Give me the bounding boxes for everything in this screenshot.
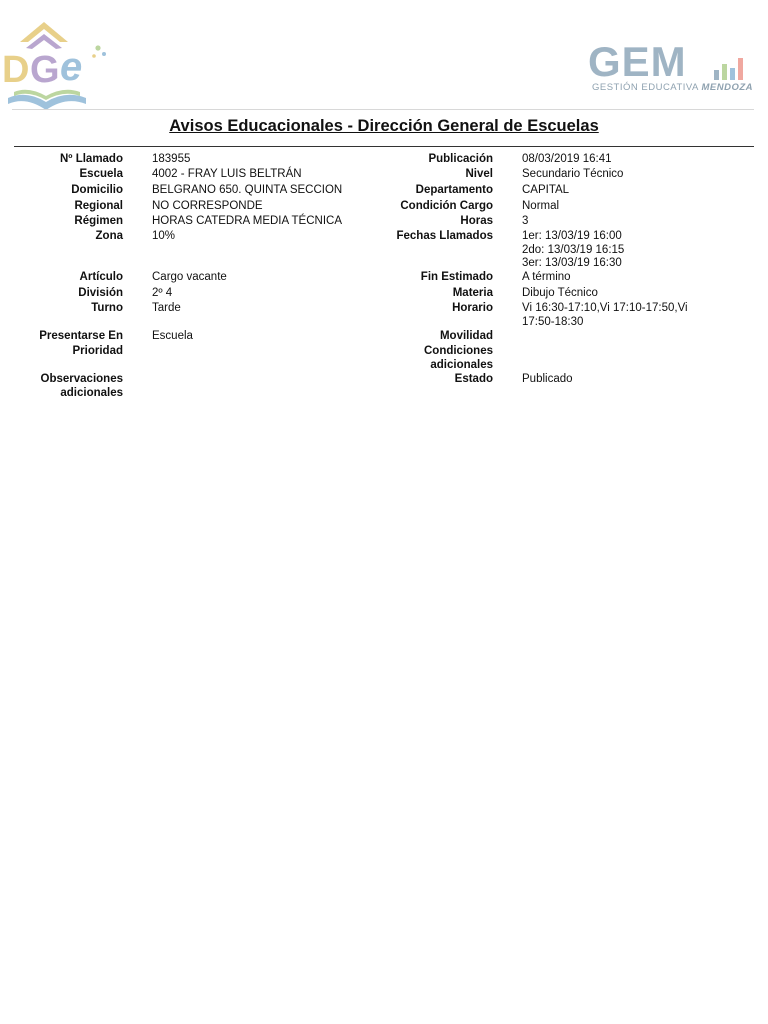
value-condicion-cargo: Normal (522, 200, 560, 212)
value-domicilio: BELGRANO 650. QUINTA SECCION (152, 184, 343, 196)
label-materia: Materia (452, 287, 493, 299)
value-nro-llamado: 183955 (152, 153, 191, 165)
label-fechas-llamados: Fechas Llamados (396, 230, 493, 242)
gem-wordmark: GEM (588, 38, 687, 85)
label-horario: Horario (452, 302, 493, 314)
label-horas: Horas (460, 215, 493, 227)
page-header (0, 0, 768, 112)
gem-logo (586, 38, 754, 98)
label-departamento: Departamento (415, 184, 493, 196)
label-prioridad: Prioridad (72, 345, 123, 357)
label-articulo: Artículo (79, 271, 123, 283)
header-divider (12, 109, 754, 110)
label-movilidad: Movilidad (439, 330, 493, 342)
label-regional: Regional (74, 200, 123, 212)
label-publicacion: Publicación (428, 153, 493, 165)
label-turno: Turno (91, 302, 123, 314)
title-divider (14, 146, 754, 147)
value-horario: Vi 16:30-17:10,Vi 17:10-17:50,Vi 17:50-18:30 (522, 302, 688, 328)
label-regimen: Régimen (74, 215, 123, 227)
dge-logo (2, 18, 112, 114)
value-materia: Dibujo Técnico (522, 287, 598, 299)
value-nivel: Secundario Técnico (522, 168, 624, 180)
value-regional: NO CORRESPONDE (152, 200, 263, 212)
label-division: División (78, 287, 123, 299)
label-domicilio: Domicilio (71, 184, 123, 196)
value-horas: 3 (522, 215, 529, 227)
dge-letter-e: e (60, 45, 83, 89)
label-presentarse-en: Presentarse En (39, 330, 123, 342)
label-condiciones-adicionales: Condiciones adicionales (423, 345, 493, 371)
value-turno: Tarde (152, 302, 181, 314)
label-zona: Zona (95, 230, 123, 242)
label-condicion-cargo: Condición Cargo (400, 200, 493, 212)
page-title: Avisos Educacionales - Dirección General de Escuelas (169, 117, 599, 135)
label-nivel: Nivel (465, 168, 493, 180)
value-publicacion: 08/03/2019 16:41 (522, 153, 612, 165)
value-regimen: HORAS CATEDRA MEDIA TÉCNICA (152, 215, 342, 227)
label-escuela: Escuela (79, 168, 123, 180)
label-estado: Estado (454, 373, 493, 385)
dge-letter-d: D (2, 49, 30, 91)
value-fin-estimado: A término (522, 271, 571, 283)
value-division: 2º 4 (152, 287, 173, 299)
value-fechas-llamados: 1er: 13/03/19 16:00 2do: 13/03/19 16:15 3er: 13/03/19 16:30 (522, 230, 625, 269)
gem-subtitle: GESTIÓN EDUCATIVA MENDOZA (592, 82, 754, 93)
value-articulo: Cargo vacante (152, 271, 227, 283)
value-estado: Publicado (522, 373, 573, 385)
gem-bars-icon (714, 50, 748, 80)
label-fin-estimado: Fin Estimado (420, 271, 493, 283)
label-observaciones-adicionales: Observaciones adicionales (40, 373, 123, 399)
value-escuela: 4002 - FRAY LUIS BELTRÁN (152, 168, 302, 180)
value-zona: 10% (152, 230, 176, 242)
dge-letter-g: G (30, 49, 60, 91)
value-presentarse-en: Escuela (152, 330, 193, 342)
label-nro-llamado: Nº Llamado (60, 153, 123, 165)
value-departamento: CAPITAL (522, 184, 570, 196)
